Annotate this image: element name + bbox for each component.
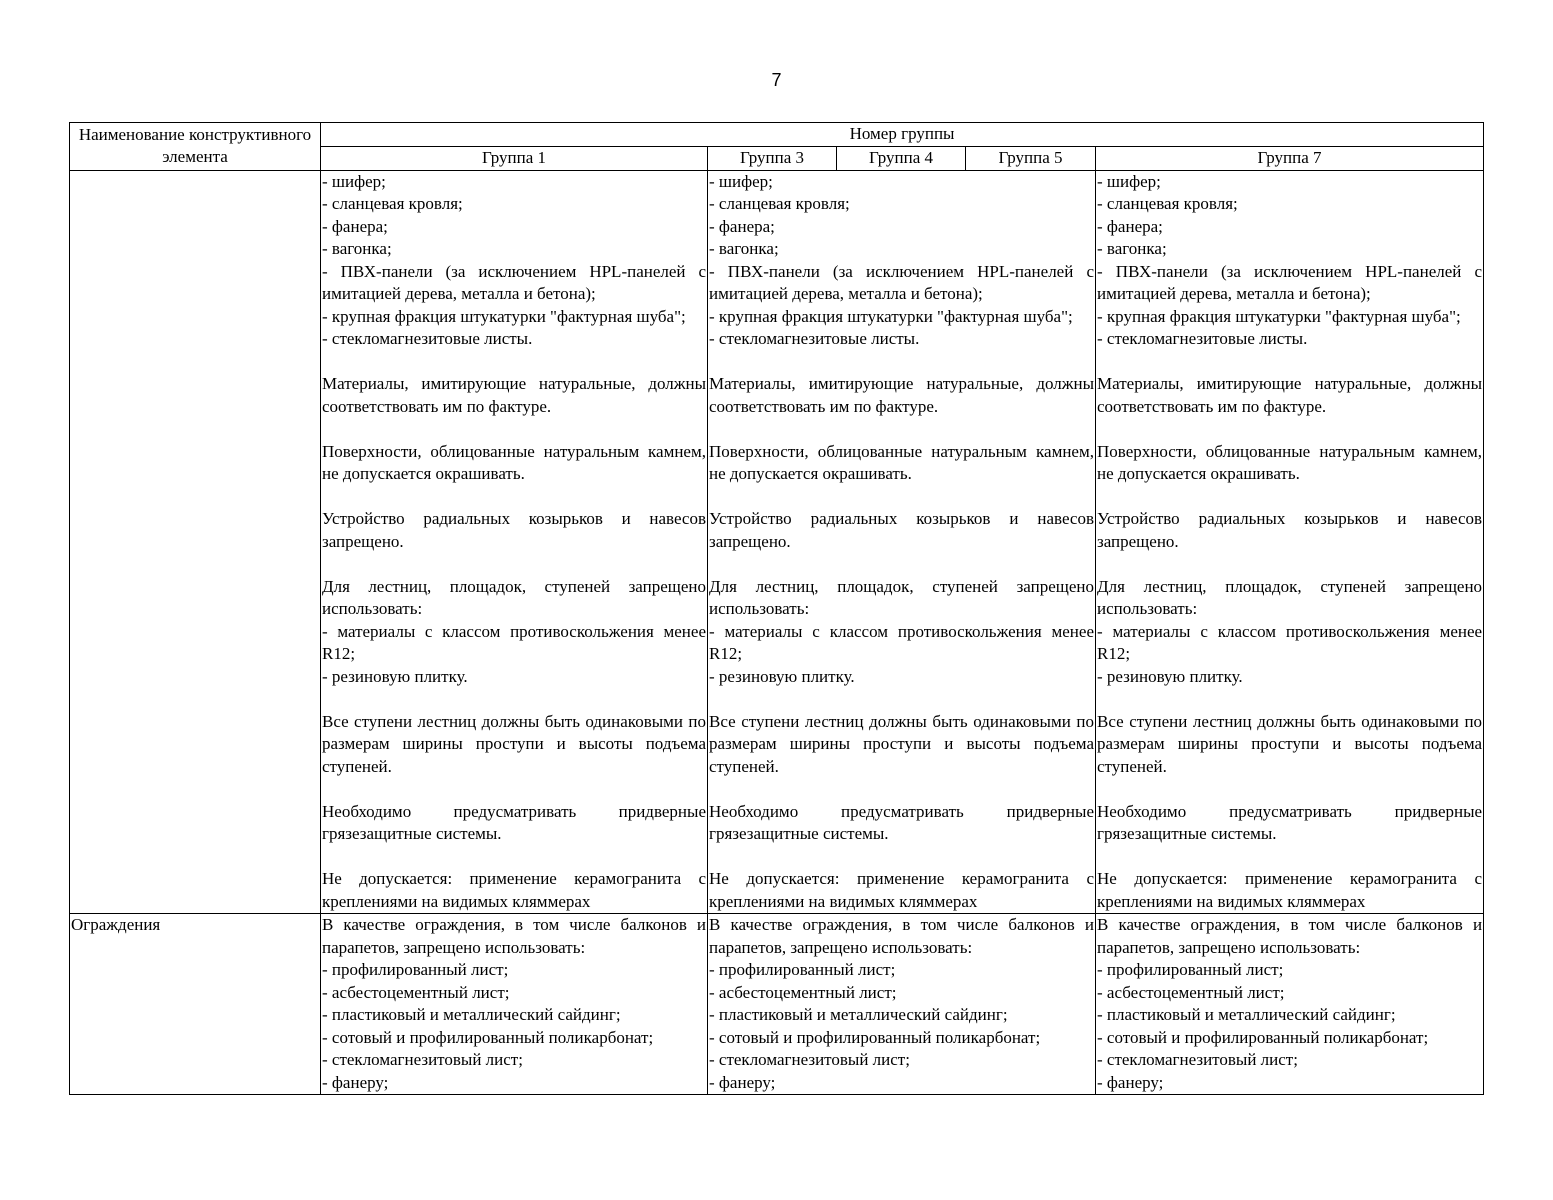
- requirement-line: В качестве ограждения, в том числе балконов и парапетов, запрещено использовать:: [322, 915, 706, 957]
- requirement-line: - сотовый и профилированный поликарбонат;: [1097, 1027, 1429, 1047]
- group-1-header: Группа 1: [321, 147, 708, 171]
- requirement-block: [322, 868, 706, 913]
- requirement-line: Необходимо предусматривать придверные грязезащитные системы.: [1097, 801, 1483, 843]
- requirement-line: - сотовый и профилированный поликарбонат;: [709, 1027, 1041, 1047]
- requirement-line: - пластиковый и металлический сайдинг;: [322, 1005, 621, 1024]
- requirement-line: - стекломагнезитовые листы.: [322, 329, 533, 348]
- requirement-line: Все ступени лестниц должны быть одинаковыми по размерам ширины проступи и высоты подъема ступеней.: [322, 711, 706, 776]
- group-1-cell: [321, 170, 708, 914]
- requirement-line: - пластиковый и металлический сайдинг;: [709, 1005, 1008, 1024]
- element-name-header: Наименование конструктивного элемента: [70, 123, 321, 171]
- requirement-line: Поверхности, облицованные натуральным камнем, не допускается окрашивать.: [709, 441, 1094, 483]
- requirement-line: - профилированный лист;: [1097, 960, 1284, 979]
- requirement-line: - сланцевая кровля;: [322, 194, 463, 213]
- requirement-line: Необходимо предусматривать придверные грязезащитные системы.: [322, 801, 706, 843]
- requirement-block: [709, 914, 1094, 1094]
- requirement-line: Необходимо предусматривать придверные грязезащитные системы.: [709, 801, 1094, 843]
- requirement-line: - крупная фракция штукатурки "фактурная шуба";: [1097, 306, 1461, 326]
- requirement-block: [1097, 711, 1482, 779]
- requirement-line: - асбестоцементный лист;: [709, 982, 897, 1002]
- requirement-block: [709, 711, 1094, 779]
- requirement-line: Для лестниц, площадок, ступеней запрещено использовать:: [1097, 576, 1483, 618]
- table-row: [70, 170, 1484, 914]
- requirement-line: - вагонка;: [709, 239, 779, 258]
- requirement-line: Материалы, имитирующие натуральные, должны соответствовать им по фактуре.: [322, 374, 706, 416]
- requirement-line: Все ступени лестниц должны быть одинаковыми по размерам ширины проступи и высоты подъема ступеней.: [1097, 711, 1483, 776]
- group-1-cell: [321, 914, 708, 1095]
- group-3-5-cell: [708, 914, 1096, 1095]
- requirement-line: Поверхности, облицованные натуральным камнем, не допускается окрашивать.: [322, 441, 706, 483]
- requirement-line: - фанера;: [1097, 216, 1163, 236]
- requirement-line: Поверхности, облицованные натуральным камнем, не допускается окрашивать.: [1097, 441, 1483, 483]
- requirements-table: [69, 122, 1484, 1095]
- requirement-line: - фанеру;: [322, 1072, 389, 1092]
- requirement-line: - пластиковый и металлический сайдинг;: [1097, 1005, 1396, 1024]
- requirement-block: [1097, 171, 1482, 351]
- requirement-line: - шифер;: [1097, 171, 1161, 191]
- page-number: 7: [771, 70, 782, 90]
- requirement-block: [1097, 576, 1482, 689]
- requirement-block: [322, 801, 706, 846]
- requirement-line: - резиновую плитку.: [322, 666, 468, 686]
- requirement-line: - ПВХ-панели (за исключением HPL-панелей с имитацией дерева, металла и бетона);: [322, 261, 706, 303]
- requirement-block: [709, 576, 1094, 689]
- group-number-header: Номер группы: [321, 123, 1484, 147]
- requirement-block: [709, 508, 1094, 553]
- requirement-line: - вагонка;: [1097, 239, 1167, 258]
- requirement-line: Материалы, имитирующие натуральные, должны соответствовать им по фактуре.: [1097, 374, 1483, 416]
- requirement-block: [322, 373, 706, 418]
- requirement-block: [1097, 508, 1482, 553]
- requirement-block: [322, 576, 706, 689]
- requirement-line: - материалы с классом противоскольжения менее R12;: [709, 621, 1094, 663]
- requirement-block: [1097, 441, 1482, 486]
- requirement-line: Не допускается: применение керамогранита с креплениями на видимых кляммерах: [322, 869, 706, 911]
- requirement-line: - фанера;: [709, 216, 775, 236]
- requirement-line: - вагонка;: [322, 239, 392, 258]
- element-name-cell: [70, 170, 321, 914]
- requirement-line: Не допускается: применение керамогранита с креплениями на видимых кляммерах: [1097, 869, 1483, 911]
- requirement-line: Все ступени лестниц должны быть одинаковыми по размерам ширины проступи и высоты подъема ступеней.: [709, 711, 1094, 776]
- requirement-line: Не допускается: применение керамогранита с креплениями на видимых кляммерах: [709, 869, 1094, 911]
- requirement-line: - стекломагнезитовый лист;: [709, 1050, 910, 1069]
- requirement-line: - материалы с классом противоскольжения менее R12;: [322, 621, 706, 663]
- requirement-block: [709, 868, 1094, 913]
- element-name-cell: Ограждения: [70, 914, 321, 1095]
- requirement-block: [322, 171, 706, 351]
- requirement-line: Устройство радиальных козырьков и навесов запрещено.: [709, 509, 1094, 551]
- requirement-line: - крупная фракция штукатурки "фактурная шуба";: [709, 306, 1073, 326]
- requirement-line: - резиновую плитку.: [1097, 666, 1243, 686]
- requirement-line: - ПВХ-панели (за исключением HPL-панелей с имитацией дерева, металла и бетона);: [1097, 261, 1483, 303]
- group-7-cell: [1096, 170, 1484, 914]
- requirement-line: Для лестниц, площадок, ступеней запрещено использовать:: [322, 576, 706, 618]
- requirement-block: [322, 711, 706, 779]
- requirement-line: - фанера;: [322, 216, 388, 236]
- requirement-block: [1097, 914, 1482, 1094]
- requirement-line: - сланцевая кровля;: [709, 194, 850, 213]
- requirement-line: Устройство радиальных козырьков и навесов запрещено.: [1097, 509, 1483, 551]
- group-7-cell: [1096, 914, 1484, 1095]
- requirement-line: - стекломагнезитовый лист;: [322, 1050, 523, 1069]
- requirement-line: - ПВХ-панели (за исключением HPL-панелей с имитацией дерева, металла и бетона);: [709, 261, 1094, 303]
- group-4-header: Группа 4: [837, 147, 966, 171]
- requirement-line: - стекломагнезитовые листы.: [709, 329, 920, 348]
- requirement-block: [709, 441, 1094, 486]
- requirement-line: - стекломагнезитовый лист;: [1097, 1050, 1298, 1069]
- requirement-line: - стекломагнезитовые листы.: [1097, 329, 1308, 348]
- table-row: [70, 914, 1484, 1095]
- requirement-block: [322, 508, 706, 553]
- requirement-line: В качестве ограждения, в том числе балконов и парапетов, запрещено использовать:: [709, 915, 1094, 957]
- group-7-header: Группа 7: [1096, 147, 1484, 171]
- requirement-line: Материалы, имитирующие натуральные, должны соответствовать им по фактуре.: [709, 374, 1094, 416]
- requirement-line: - крупная фракция штукатурки "фактурная шуба";: [322, 306, 686, 326]
- requirement-line: - профилированный лист;: [322, 960, 509, 979]
- group-3-5-cell: [708, 170, 1096, 914]
- requirement-block: [709, 171, 1094, 351]
- group-5-header: Группа 5: [966, 147, 1096, 171]
- requirement-block: [709, 801, 1094, 846]
- requirement-block: [322, 441, 706, 486]
- requirement-block: [1097, 868, 1482, 913]
- requirement-block: [1097, 801, 1482, 846]
- requirement-line: - профилированный лист;: [709, 960, 896, 979]
- requirement-line: - фанеру;: [709, 1072, 776, 1092]
- requirement-line: - асбестоцементный лист;: [1097, 982, 1285, 1002]
- requirement-line: - материалы с классом противоскольжения менее R12;: [1097, 621, 1483, 663]
- requirement-block: [709, 373, 1094, 418]
- requirement-line: Устройство радиальных козырьков и навесов запрещено.: [322, 509, 706, 551]
- group-3-header: Группа 3: [708, 147, 837, 171]
- requirement-line: - резиновую плитку.: [709, 666, 855, 686]
- requirement-line: - шифер;: [322, 171, 386, 191]
- requirement-line: В качестве ограждения, в том числе балконов и парапетов, запрещено использовать:: [1097, 915, 1483, 957]
- requirement-line: - сланцевая кровля;: [1097, 194, 1238, 213]
- requirement-line: - фанеру;: [1097, 1072, 1164, 1092]
- requirement-line: - сотовый и профилированный поликарбонат;: [322, 1027, 654, 1047]
- requirement-line: Для лестниц, площадок, ступеней запрещено использовать:: [709, 576, 1094, 618]
- header-row-1: [70, 123, 1484, 147]
- requirement-line: - шифер;: [709, 171, 773, 191]
- requirement-block: [322, 914, 706, 1094]
- requirement-block: [1097, 373, 1482, 418]
- requirement-line: - асбестоцементный лист;: [322, 982, 510, 1002]
